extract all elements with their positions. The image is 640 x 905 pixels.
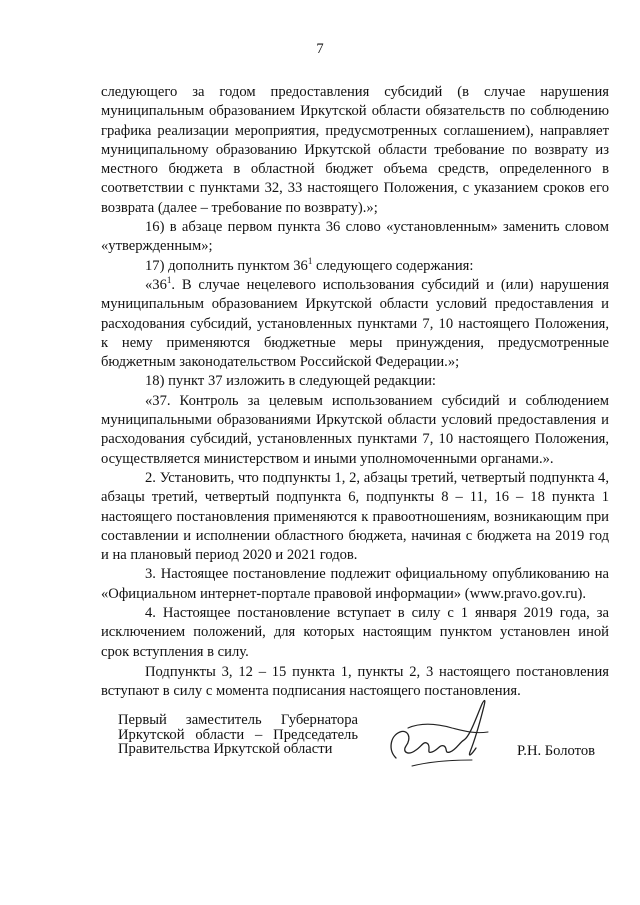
paragraph-continuation: следующего за годом предоставления субсидий (в случае нарушения муниципальным образованием Иркутской области обязательств по соблюдению графика реализации мероприятия, предусмотренных соглашением), направляет муниципальному образованию Иркутской области требование по возврату из местного бюджета в областной бюджет объема средств, определенного в соответствии с пунктами 32, 33 настоящего Положения, с указанием сроков его возврата (далее – требование по возврату).»; [101,84,609,216]
superscript: 1 [166,274,172,285]
item-17-text-end: следующего содержания: [312,257,474,274]
item-17-text: 17) дополнить пунктом 36 [145,257,308,274]
superscript: 1 [307,255,313,266]
paragraph-item-17 [101,257,609,276]
paragraph-section-3: 3. Настоящее постановление подлежит официальному опубликованию на «Официальном интернет-портале правовой информации» (www.pravo.gov.ru). [101,566,609,602]
paragraph-item-16: 16) в абзаце первом пункта 36 слово «установленным» заменить словом «утвержденным»; [101,219,609,255]
signer-name: Р.Н. Болотов [517,743,596,759]
document-body [101,83,609,702]
paragraph-section-4: 4. Настоящее постановление вступает в силу с 1 января 2019 года, за исключением положений, для которых настоящим пунктом установлен иной срок вступления в силу. [101,605,609,660]
signatory-title [118,713,358,757]
signatory-title-line-3: Правительства Иркутской области [118,741,333,757]
handwritten-signature [378,688,508,778]
signatory-title-line-2: Иркутской области – Председатель [118,726,358,743]
quote-36-1-start: «36 [145,276,167,293]
paragraph-section-2: 2. Установить, что подпункты 1, 2, абзацы третий, четвертый подпункта 4, абзацы третий, четвертый подпункта 6, подпункты 8 – 11, 16 – 18 пункта 1 настоящего постановления применяются к правоотношениям, возникающим при составлении и исполнении областного бюджета, начиная с бюджета на 2019 год и на плановый период 2020 и 2021 годов. [101,469,609,564]
paragraph-effective-date: Подпункты 3, 12 – 15 пункта 1, пункты 2, 3 настоящего постановления вступают в силу с момента подписания настоящего постановления. [101,663,609,700]
paragraph-quote-36-1 [101,276,609,372]
page-number: 7 [316,41,324,57]
paragraph-quote-37: «37. Контроль за целевым использованием субсидий и соблюдением муниципальными образованиями Иркутской области условий предоставления и расходования субсидий, установленных пунктами 7, 10 настоящего Положения, осуществляется министерством и иными уполномоченными органами.». [101,392,609,467]
quote-36-1-text: . В случае нецелевого использования субсидий и (или) нарушения муниципальным образованием Иркутской области условий предоставления и расходования субсидий, установленных пунктами 7, 10 настоящего Положения, к нему применяются бюджетные меры принуждения, предусмотренные бюджетным законодательством Российской Федерации.»; [101,276,609,371]
signatory-title-line-1: Первый заместитель Губернатора [118,712,358,728]
paragraph-item-18: 18) пункт 37 изложить в следующей редакции: [145,373,436,390]
